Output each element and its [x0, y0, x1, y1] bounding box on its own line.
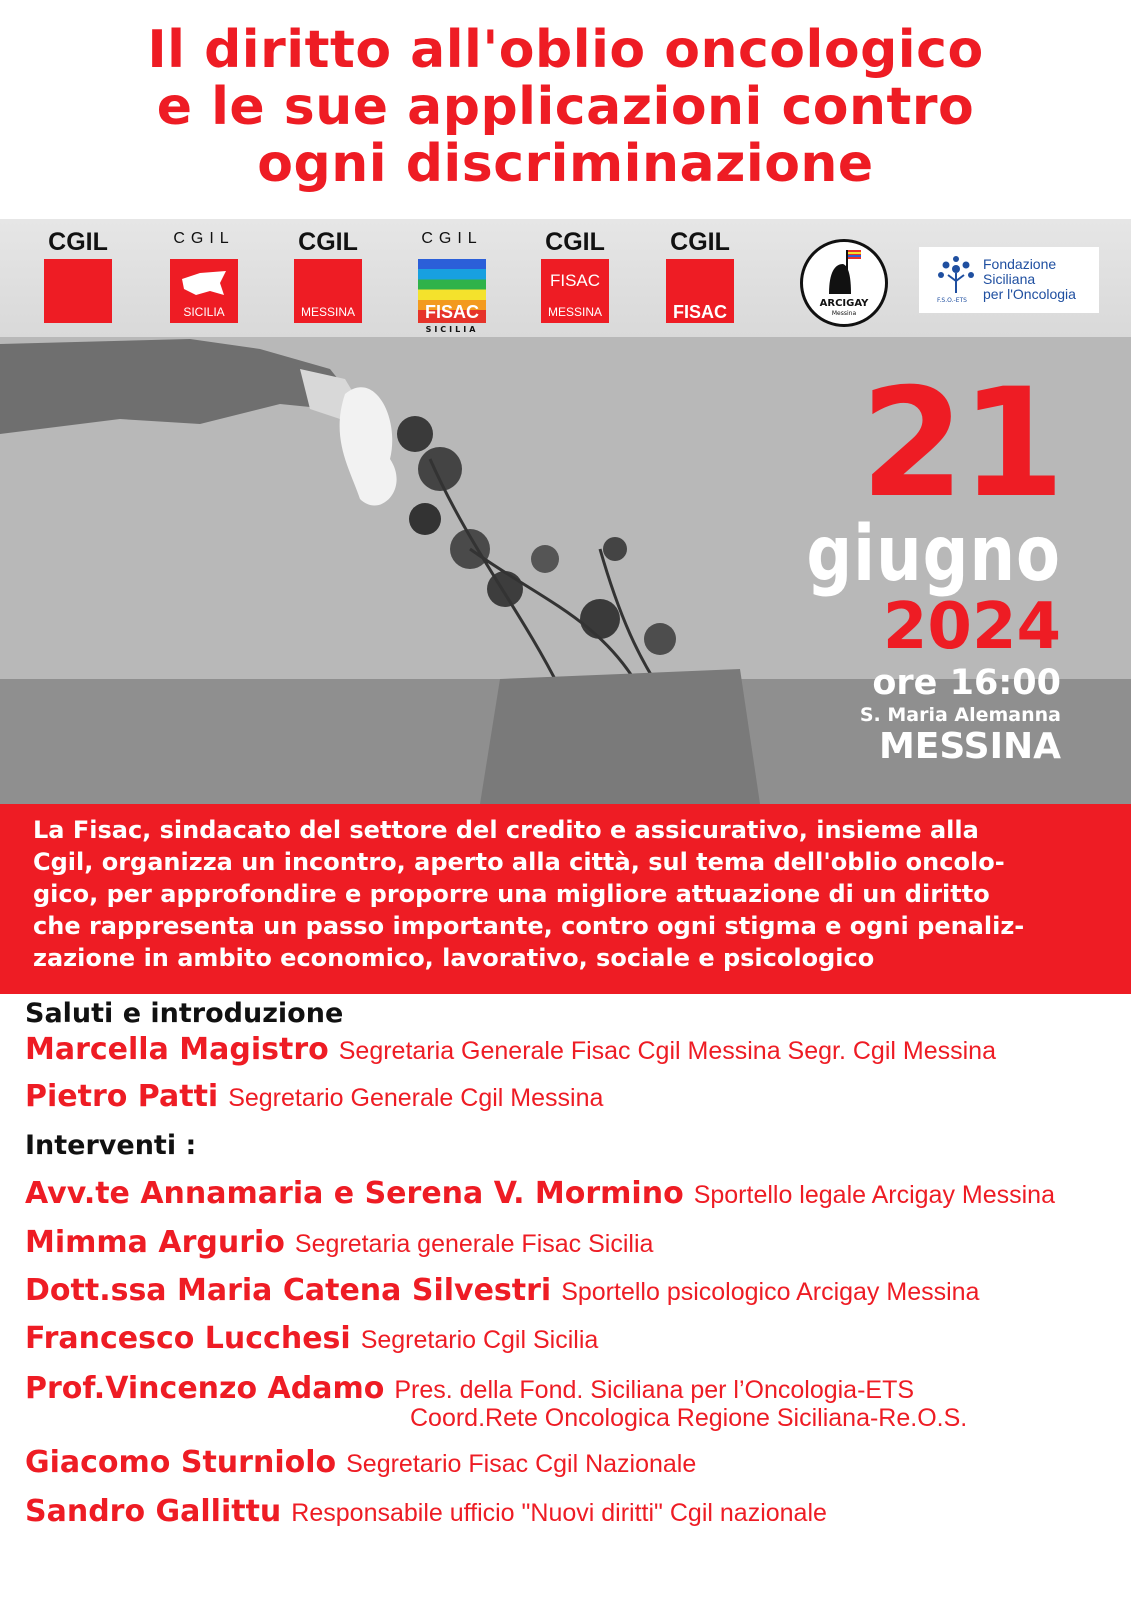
fondazione-line-2: Siciliana	[983, 271, 1036, 287]
speaker-name: Prof.Vincenzo Adamo	[25, 1371, 385, 1406]
speaker-role: Segretaria generale Fisac Sicilia	[294, 1230, 654, 1258]
cgil-messina-logo-box	[294, 259, 362, 323]
title-line-1: Il diritto all'oblio oncologico	[147, 20, 984, 80]
speaker-row	[25, 1225, 653, 1260]
speaker-role: Segretario Fisac Cgil Nazionale	[346, 1450, 697, 1478]
event-venue: S. Maria Alemanna	[859, 704, 1061, 726]
description-line-3: gico, per approfondire e proporre una migliore attuazione di un diritto	[33, 880, 990, 908]
cgil-fisac-messina-logo-fisac: FISAC	[549, 271, 601, 290]
tree-icon	[931, 253, 981, 299]
cgil-logo-box	[44, 259, 112, 323]
hero-photo	[0, 219, 1131, 804]
partner-logos	[0, 219, 1131, 337]
cgil-sicilia-logo	[168, 229, 240, 324]
arcigay-emblem-icon	[803, 244, 885, 300]
speaker-row	[25, 1032, 996, 1067]
cgil-fisac-messina-logo-text: CGIL	[545, 228, 605, 256]
event-description	[0, 804, 1131, 994]
cgil-fisac-sicilia-logo-text: CGIL	[421, 230, 483, 247]
cgil-messina-logo-sub: MESSINA	[300, 305, 355, 319]
speaker-name: Avv.te Annamaria e Serena V. Mormino	[25, 1176, 684, 1211]
cgil-sicilia-logo-sub: SICILIA	[183, 305, 225, 319]
speaker-role: Sportello psicologico Arcigay Messina	[561, 1278, 980, 1306]
description-line-1: La Fisac, sindacato del settore del credito e assicurativo, insieme alla	[33, 816, 979, 844]
talks-heading: Interventi :	[25, 1130, 197, 1161]
speaker-name: Mimma Argurio	[25, 1225, 285, 1260]
event-day: 21	[860, 357, 1061, 531]
event-city: MESSINA	[878, 726, 1061, 767]
title-line-3: ogni discriminazione	[257, 134, 874, 194]
speaker-row	[25, 1321, 598, 1356]
event-date-block	[801, 357, 1061, 767]
arcigay-logo	[800, 239, 888, 327]
description-line-4: che rappresenta un passo importante, contro ogni stigma e ogni penaliz-	[33, 912, 1025, 940]
speaker-role: Segretario Cgil Sicilia	[360, 1326, 599, 1354]
speaker-row	[25, 1445, 696, 1480]
speaker-name: Francesco Lucchesi	[25, 1321, 351, 1356]
speaker-name: Dott.ssa Maria Catena Silvestri	[25, 1273, 552, 1308]
cgil-fisac-sicilia-logo-sub: FISAC	[425, 302, 479, 322]
speaker-name: Sandro Gallittu	[25, 1494, 282, 1529]
fondazione-logo	[919, 247, 1099, 313]
cgil-fisac-logo-box	[666, 259, 734, 323]
cgil-messina-logo-text: CGIL	[298, 228, 358, 256]
event-title	[0, 22, 1131, 193]
speaker-row	[25, 1273, 979, 1308]
speaker-name: Marcella Magistro	[25, 1032, 329, 1067]
fondazione-logo-text	[983, 257, 1076, 302]
description-line-2: Cgil, organizza un incontro, aperto alla città, sul tema dell'oblio oncolo-	[33, 848, 1005, 876]
fondazione-logo-ets: F.S.O.-ETS	[937, 297, 967, 304]
arcigay-logo-city: Messina	[831, 310, 857, 317]
greetings-heading: Saluti e introduzione	[25, 998, 344, 1029]
speaker-role: Responsabile ufficio "Nuovi diritti" Cgil nazionale	[291, 1499, 827, 1527]
speaker-role: Pres. della Fond. Siciliana per l’Oncologia-ETS	[394, 1376, 915, 1404]
arcigay-logo-text: ARCIGAY	[819, 298, 869, 309]
cgil-sicilia-logo-text: CGIL	[173, 230, 235, 247]
cgil-fisac-messina-logo-box	[541, 259, 609, 323]
speaker-role-secondary: Coord.Rete Oncologica Regione Siciliana-Re.O.S.	[410, 1404, 968, 1432]
cgil-fisac-messina-logo-sub: MESSINA	[547, 305, 602, 319]
cgil-sicilia-logo-box	[170, 259, 238, 323]
speaker-role: Segretario Generale Cgil Messina	[228, 1084, 604, 1112]
cgil-fisac-logo-sub: FISAC	[673, 302, 727, 322]
cgil-fisac-messina-logo	[539, 229, 611, 324]
speaker-name: Pietro Patti	[25, 1079, 219, 1114]
description-line-5: zazione in ambito economico, lavorativo, sociale e psicologico	[33, 944, 875, 972]
speaker-row	[25, 1079, 603, 1114]
cgil-fisac-sicilia-logo-box	[418, 259, 486, 323]
speaker-name: Giacomo Sturniolo	[25, 1445, 337, 1480]
event-time: ore 16:00	[872, 663, 1061, 703]
event-year: 2024	[882, 590, 1061, 664]
cgil-fisac-logo-text: CGIL	[670, 228, 730, 256]
speaker-row	[25, 1494, 827, 1529]
event-month: giugno	[806, 510, 1061, 600]
cgil-fisac-logo	[664, 229, 736, 324]
speaker-row	[25, 1176, 1055, 1211]
cgil-logo-text: CGIL	[48, 228, 108, 256]
fondazione-line-1: Fondazione	[983, 256, 1057, 272]
cgil-fisac-sicilia-logo-below: SICILIA	[425, 325, 479, 334]
title-line-2: e le sue applicazioni contro	[156, 77, 975, 137]
cgil-messina-logo	[292, 229, 364, 324]
cgil-fisac-sicilia-logo	[416, 229, 488, 334]
cgil-logo	[42, 229, 114, 324]
fondazione-line-3: per l'Oncologia	[983, 286, 1076, 302]
sicily-map-icon	[180, 269, 228, 299]
speaker-role: Sportello legale Arcigay Messina	[693, 1181, 1055, 1209]
speaker-role: Segretaria Generale Fisac Cgil Messina Segr. Cgil Messina	[338, 1037, 996, 1065]
speaker-row	[25, 1371, 968, 1432]
